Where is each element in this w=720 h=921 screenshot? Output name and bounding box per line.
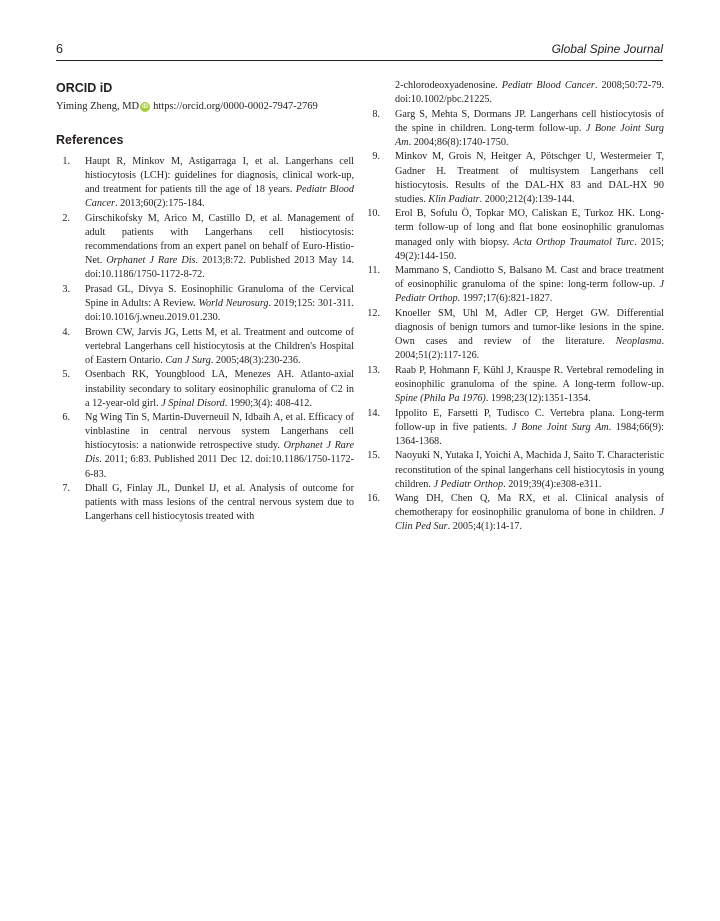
reference-details: . 2005;4(1):14-17. <box>447 521 523 533</box>
reference-journal: Acta Orthop Traumatol Turc <box>513 236 635 248</box>
references-list-right <box>366 108 664 535</box>
reference-item <box>366 364 664 406</box>
reference-journal: Pediatr Blood Cancer <box>501 80 595 91</box>
reference-text: Haupt R, Minkov M, Astigarraga I, et al. Langerhans cell histiocytosis (LCH): guidelines for diagnosis, clinical work-up, and treatment for patients till the age of 18 years. <box>85 156 354 196</box>
reference-number: 6. <box>62 412 70 424</box>
reference-text: Erol B, Sofulu Ö, Topkar MO, Caliskan E, Turkoz HK. Long-term follow-up of long and flat bone eosinophilic granulomas managed only with biopsy. <box>395 208 664 248</box>
reference-item <box>366 492 664 534</box>
reference-details: . 2019;39(4):e308-e311. <box>503 478 602 490</box>
reference-text: Dhall G, Finlay JL, Dunkel IJ, et al. Analysis of outcome for patients with mass lesions of the central nervous system due to Langerhans cell histiocytosis treated with <box>85 483 354 523</box>
reference-details: . 2004;51(2):117-126. <box>395 336 664 362</box>
reference-number: 12. <box>367 308 380 319</box>
reference-text: Minkov M, Grois N, Heitger A, Pötschger U, Westermeier T, Gadner H. Treatment of multisystem Langerhans cell histiocytosis. Results of the DAL-HX 83 and DAL-HX 90 studies. <box>395 151 664 205</box>
reference-number: 14. <box>367 407 380 419</box>
reference-details: . 1997;17(6):821-1827. <box>457 293 553 305</box>
reference-journal: Orphanet J Rare Dis <box>85 440 354 466</box>
reference-text: Raab P, Hohmann F, Kühl J, Krauspe R. Vertebral remodeling in eosinophilic granuloma of the spine. A long-term follow-up. <box>395 364 664 390</box>
reference-text: Brown CW, Jarvis JG, Letts M, et al. Treatment and outcome of vertebral Langerhans cell histiocytosis at the Children's Hospital of Eastern Ontario. <box>85 326 354 366</box>
reference-number: 4. <box>62 326 70 338</box>
reference-number: 16. <box>367 493 380 505</box>
reference-number: 13. <box>367 364 380 376</box>
reference-journal: Pediatr Blood Cancer <box>85 184 354 210</box>
reference-text: Ippolito E, Farsetti P, Tudisco C. Vertebra plana. Long-term follow-up in five patients. <box>395 407 664 433</box>
reference-journal: Orphanet J Rare Dis <box>106 255 196 267</box>
reference-journal: Neoplasma <box>615 336 662 348</box>
page-header <box>56 42 663 58</box>
reference-details: . 1998;23(12):1351-1354. <box>485 393 591 405</box>
orcid-author: Yiming Zheng, MD <box>56 101 140 112</box>
reference-number: 2. <box>62 212 70 224</box>
reference-number: 8. <box>372 108 380 120</box>
header-rule <box>56 60 663 61</box>
reference-journal: Klin Padiatr <box>428 193 480 205</box>
reference-number: 10. <box>367 208 380 220</box>
reference-details: . 2008;50:72-79. doi:10.1002/pbc.21225. <box>395 80 664 106</box>
reference-item <box>366 307 664 363</box>
reference-text: Prasad GL, Divya S. Eosinophilic Granuloma of the Cervical Spine in Adults: A Review. <box>85 283 354 309</box>
right-column <box>366 79 664 535</box>
reference-details: . 2011; 6:83. Published 2011 Dec 12. doi:10.1186/1750-1172-6-83. <box>85 454 354 480</box>
reference-continuation <box>366 79 664 107</box>
reference-text: 2-chlorodeoxyadenosine. <box>395 80 502 91</box>
reference-number: 3. <box>62 283 70 295</box>
orcid-heading: ORCID iD <box>56 81 113 95</box>
reference-details: . 2000;212(4):139-144. <box>479 193 575 205</box>
left-column <box>56 79 354 525</box>
reference-details: . 2015; 49(2):144-150. <box>395 236 664 262</box>
references-list-left <box>56 155 354 524</box>
reference-text: Garg S, Mehta S, Dormans JP. Langerhans cell histiocytosis of the spine in children. Long-term follow-up. <box>395 108 664 134</box>
reference-item <box>366 264 664 306</box>
journal-name: Global Spine Journal <box>551 42 663 56</box>
reference-details: . 2013;60(2):175-184. <box>115 198 205 210</box>
reference-item <box>366 150 664 206</box>
reference-item <box>56 482 354 524</box>
reference-details: . 2004;86(8):1740-1750. <box>408 136 509 148</box>
reference-journal: Spine (Phila Pa 1976) <box>395 393 486 405</box>
reference-item <box>56 368 354 410</box>
reference-number: 5. <box>62 369 70 381</box>
reference-item <box>56 411 354 481</box>
reference-number: 1. <box>62 156 70 167</box>
references-heading: References <box>56 133 124 147</box>
reference-journal: J Clin Ped Sur <box>395 507 664 533</box>
reference-text: Knoeller SM, Uhl M, Adler CP, Herget GW. Differential diagnosis of benign tumors and tumor-like lesions in the spine. Own cases and review of the literature. <box>395 308 664 348</box>
reference-item <box>366 108 664 150</box>
reference-text: Mammano S, Candiotto S, Balsano M. Cast and brace treatment of eosinophilic granuloma of the spine: long-term follow-up. <box>395 265 664 291</box>
reference-item <box>56 212 354 282</box>
reference-details: . 1990;3(4): 408-412. <box>224 397 312 409</box>
reference-item <box>366 407 664 449</box>
reference-number: 9. <box>372 151 380 163</box>
reference-details: . 2013;8:72. Published 2013 May 14. doi:10.1186/1750-1172-8-72. <box>85 255 354 281</box>
orcid-line <box>56 100 354 114</box>
reference-details: . 2005;48(3):230-236. <box>210 354 301 366</box>
reference-journal: J Bone Joint Surg Am <box>395 122 664 148</box>
reference-item <box>56 283 354 325</box>
reference-text: Ng Wing Tin S, Martin-Duverneuil N, Idbaih A, et al. Efficacy of vinblastine in central nervous system Langerhans cell histiocytosis: a nationwide retrospective study. <box>85 412 354 452</box>
orcid-icon: iD <box>142 104 149 110</box>
reference-item <box>56 326 354 368</box>
reference-text: Osenbach RK, Youngblood LA, Menezes AH. Atlanto-axial instability secondary to solitary eosinophilic granuloma of C2 in a 12-year-old girl. <box>85 369 354 409</box>
reference-journal: J Pediatr Orthop <box>395 279 664 305</box>
reference-journal: J Bone Joint Surg Am <box>511 421 609 433</box>
reference-number: 11. <box>367 265 380 277</box>
reference-text: Naoyuki N, Yutaka I, Yoichi A, Machida J, Saito T. Characteristic reconstitution of the spinal langerhans cell histiocytosis in young children. <box>395 450 664 490</box>
reference-journal: J Pediatr Orthop <box>433 478 504 490</box>
reference-details: . 1984;66(9): 1364-1368. <box>395 421 664 447</box>
reference-item <box>366 207 664 263</box>
reference-text: Girschikofsky M, Arico M, Castillo D, et al. Management of adult patients with Langerhans cell histiocytosis: recommendations from an expert panel on behalf of Euro-Histio-Net. <box>85 212 354 267</box>
orcid-link[interactable]: https://orcid.org/0000-0002-7947-2769 <box>153 101 318 112</box>
reference-item <box>366 449 664 491</box>
reference-number: 7. <box>62 483 70 495</box>
reference-journal: J Spinal Disord <box>161 397 225 409</box>
reference-details: . 2019;125: 301-311. doi:10.1016/j.wneu.2019.01.230. <box>85 297 354 324</box>
reference-number: 15. <box>367 450 380 462</box>
reference-journal: Can J Surg <box>165 354 211 366</box>
page-number: 6 <box>56 42 63 56</box>
reference-text: Wang DH, Chen Q, Ma RX, et al. Clinical analysis of chemotherapy for eosinophilic granuloma of bone in children. <box>395 493 664 519</box>
reference-item <box>56 155 354 211</box>
reference-journal: World Neurosurg <box>198 297 269 309</box>
